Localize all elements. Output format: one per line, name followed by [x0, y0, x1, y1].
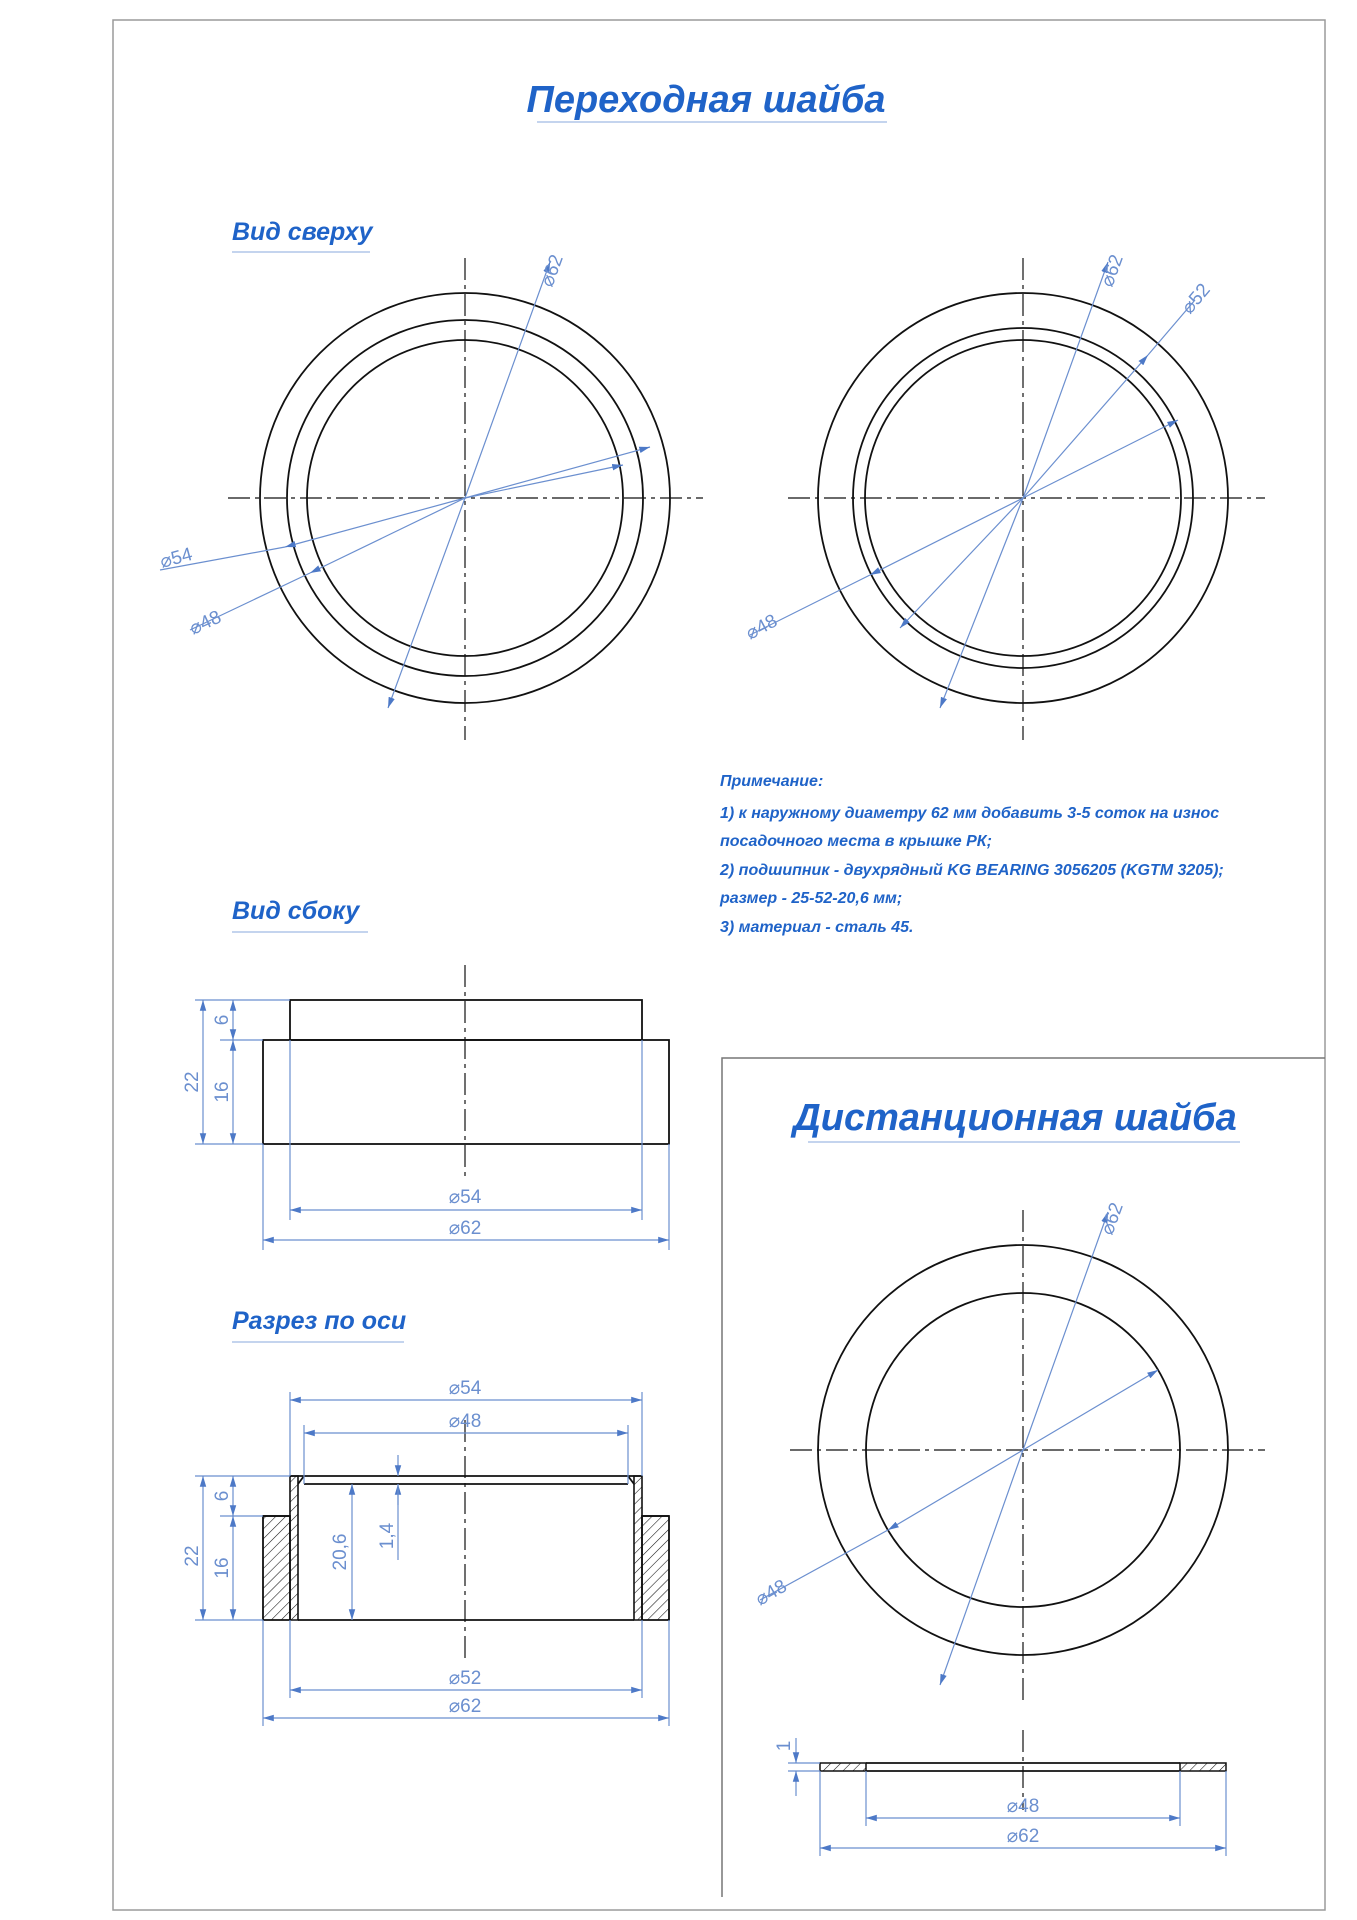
section-label: Разрез по оси: [232, 1307, 407, 1335]
notes-line-5: 3) материал - сталь 45.: [720, 919, 914, 936]
side-view-label: Вид сбоку: [232, 897, 360, 925]
spacer-d62-label: ⌀62: [1096, 1199, 1128, 1238]
side-view: [182, 965, 669, 1250]
notes-line-1: 1) к наружному диаметру 62 мм добавить 3-5 соток на износ: [720, 805, 1220, 822]
section-d54-label: ⌀54: [448, 1378, 482, 1399]
side-d54-label: ⌀54: [448, 1187, 482, 1208]
spacer-side-d48-label: ⌀48: [1006, 1796, 1040, 1817]
top-view-left: [158, 252, 703, 740]
section-h6-label: 6: [212, 1490, 233, 1502]
spacer-side-view: [774, 1730, 1226, 1856]
top2-d48-label: ⌀48: [742, 610, 782, 645]
side-d62-label: ⌀62: [448, 1218, 482, 1239]
side-h6-label: 6: [212, 1014, 233, 1026]
notes-line-4: размер - 25-52-20,6 мм;: [720, 890, 903, 907]
top2-d62-label: ⌀62: [1096, 251, 1128, 290]
top2-d52-label: ⌀52: [1177, 279, 1215, 319]
section-h16-label: 16: [212, 1557, 233, 1579]
spacer-title: Дистанционная шайба: [793, 1097, 1237, 1139]
notes-block: [719, 773, 1224, 936]
top-view-right: [742, 252, 1265, 740]
top-view-label: Вид сверху: [232, 218, 373, 246]
section-d52-label: ⌀52: [448, 1668, 482, 1689]
side-h22-label: 22: [182, 1071, 203, 1093]
notes-line-2: посадочного места в крышке РК;: [720, 833, 992, 850]
adapter-title: Переходная шайба: [526, 79, 886, 121]
section-h22-label: 22: [182, 1545, 203, 1567]
section-view: [182, 1378, 669, 1726]
notes-heading: Примечание:: [720, 773, 824, 790]
section-d48-label: ⌀48: [448, 1411, 482, 1432]
top1-d54-label: ⌀54: [157, 544, 195, 573]
spacer-top-view: [752, 1200, 1265, 1700]
notes-line-3: 2) подшипник - двухрядный KG BEARING 3056205 (KGTM 3205);: [720, 862, 1224, 879]
top1-d62-label: ⌀62: [536, 251, 568, 290]
section-d62-label: ⌀62: [448, 1696, 482, 1717]
section-h14-label: 1,4: [377, 1522, 398, 1550]
sheet-frame: [113, 20, 1325, 1910]
spacer-side-d62-label: ⌀62: [1006, 1826, 1040, 1847]
spacer-d48-label: ⌀48: [752, 1575, 791, 1611]
spacer-t1-label: 1: [774, 1740, 795, 1752]
section-h206-label: 20,6: [330, 1533, 351, 1571]
side-h16-label: 16: [212, 1081, 233, 1103]
top1-d48-label: ⌀48: [186, 606, 225, 640]
